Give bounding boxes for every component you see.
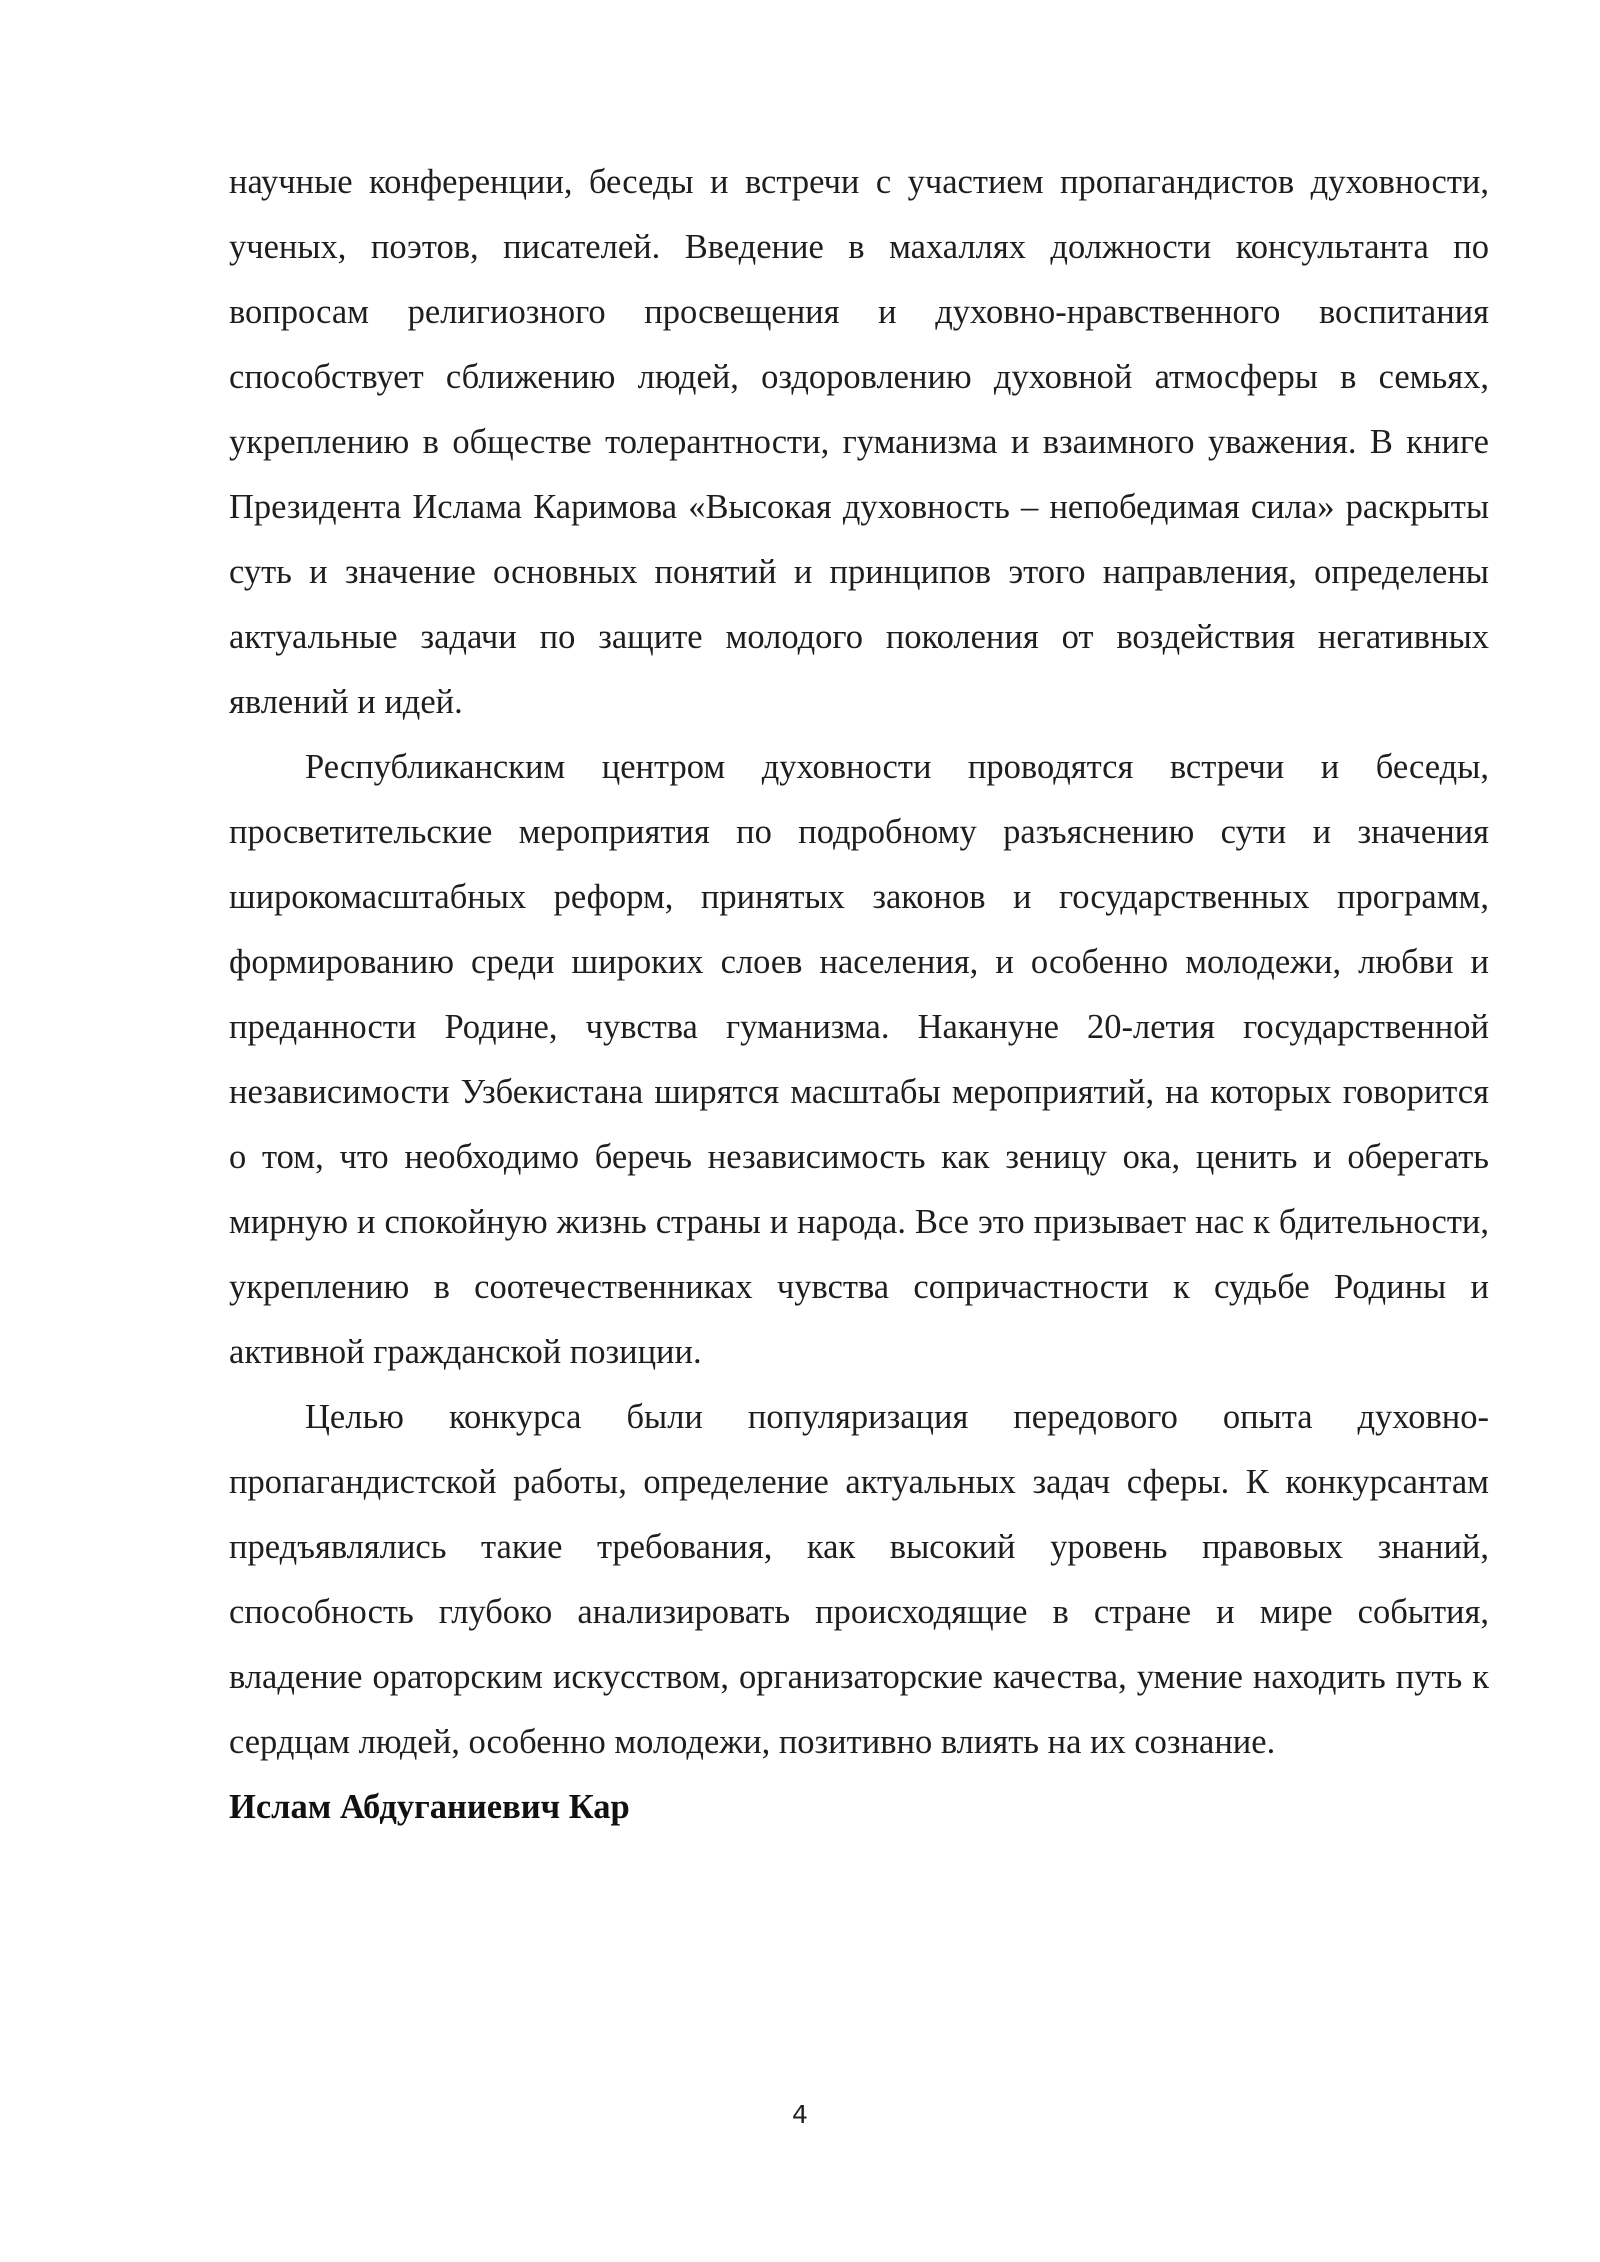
paragraph-continuation: научные конференции, беседы и встречи с участием пропагандистов духовности, ученых, поэтов, писателей. Введение в махаллях должности консультанта по вопросам религиозного просвещения и духовно-нравственного воспитания способствует сближению людей, оздоровлению духовной атмосферы в семьях, укреплению в обществе толерантности, гуманизма и взаимного уважения. В книге Президента Ислама Каримова «Высокая духовность – непобедимая сила» раскрыты суть и значение основных понятий и принципов этого направления, определены актуальные задачи по защите молодого поколения от воздействия негативных явлений и идей. (229, 163, 1489, 721)
page-number: 4 (792, 2100, 808, 2129)
author-signature: Ислам Абдуганиевич Кар (229, 1788, 630, 1826)
paragraph-republican-center: Республиканским центром духовности проводятся встречи и беседы, просветительские мероприятия по подробному разъяснению сути и значения широкомасштабных реформ, принятых законов и государственных программ, формированию среди широких слоев населения, и особенно молодежи, любви и преданности Родине, чувства гуманизма. Накануне 20-летия государственной независимости Узбекистана ширятся масштабы мероприятий, на которых говорится о том, что необходимо беречь независимость как зеницу ока, ценить и оберегать мирную и спокойную жизнь страны и народа. Все это призывает нас к бдительности, укреплению в соотечественниках чувства сопричастности к судьбе Родины и активной гражданской позиции. (229, 748, 1489, 1371)
body-text (229, 150, 1489, 1840)
paragraph-contest-goal: Целью конкурса были популяризация передового опыта духовно-пропагандистской работы, определение актуальных задач сферы. К конкурсантам предъявлялись такие требования, как высокий уровень правовых знаний, способность глубоко анализировать происходящие в стране и мире события, владение ораторским искусством, организаторские качества, умение находить путь к сердцам людей, особенно молодежи, позитивно влиять на их сознание. (229, 1398, 1489, 1761)
